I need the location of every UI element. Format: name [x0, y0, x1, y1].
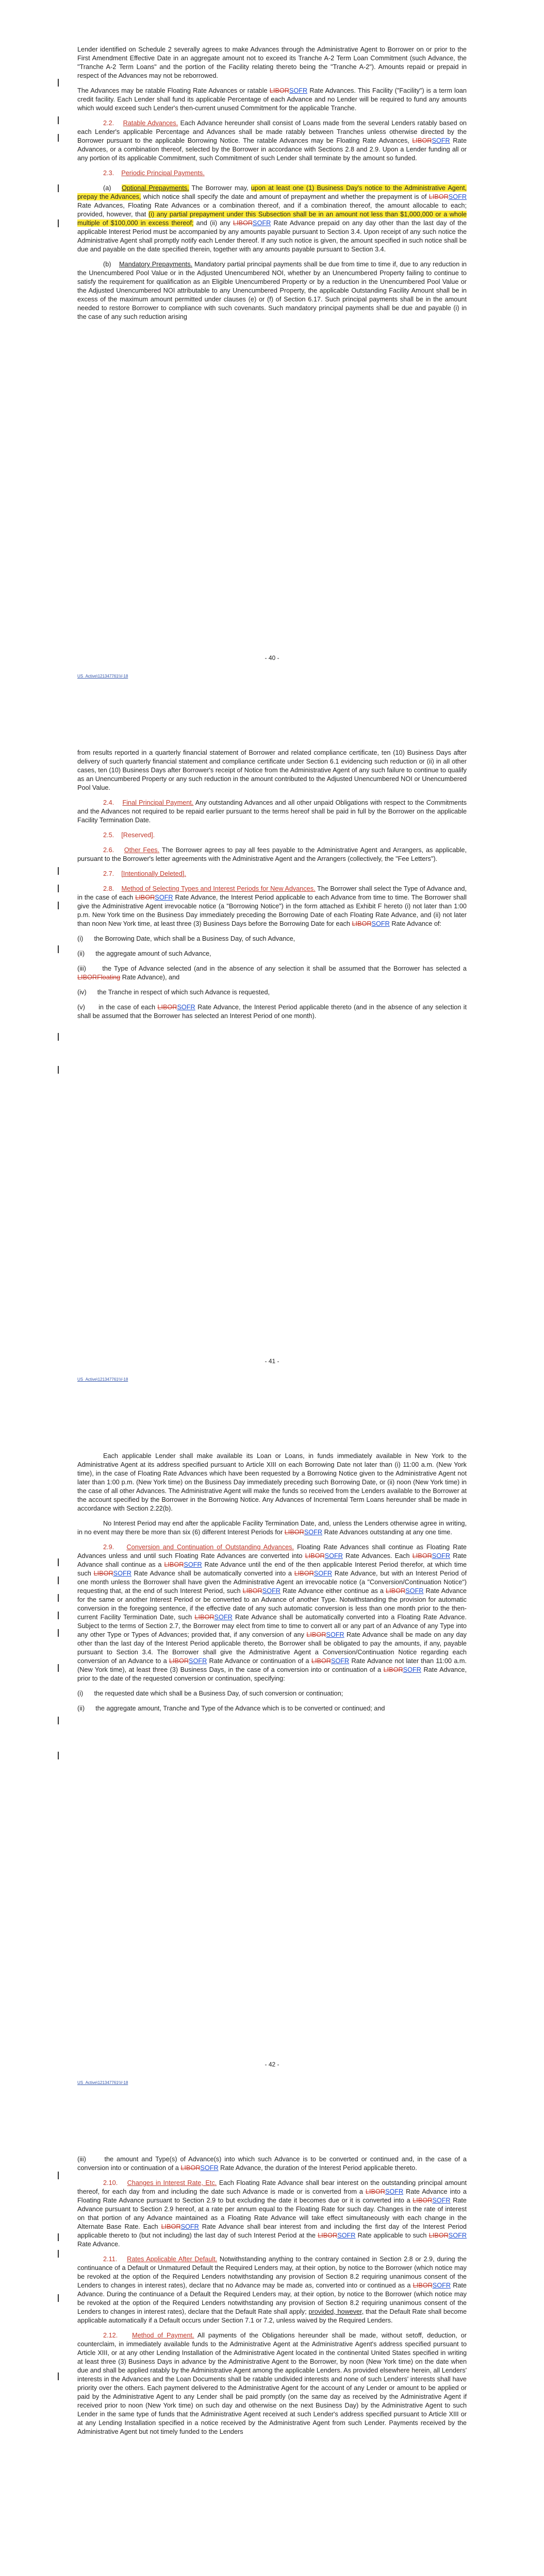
change-bar: [58, 1594, 59, 1602]
change-bar: [58, 1558, 59, 1566]
inserted-text: SOFR: [405, 1587, 424, 1595]
text-run: Notwithstanding anything to the contrary contained in Section 2.8 or 2.9, during the continuance of a Default or Unmatured Default the Required Lenders may, at their option, by notice to the Borrower (which notice may be revoked at the option of the Required Lenders notwithstanding any provision of Section 8.2 requiring unanimous consent of the Lenders to changes in interest rates), declare that no Advance may be made as, converted into or continued as a: [77, 2256, 467, 2289]
list-item: [77, 1689, 467, 1698]
text-run: 2.4.: [103, 799, 114, 806]
paragraph: [77, 87, 467, 113]
deleted-text: LIBOR: [311, 1657, 331, 1665]
deleted-text: LIBOR: [412, 1552, 432, 1560]
change-bar: [58, 1752, 59, 1759]
section-2-3-a: [77, 184, 467, 254]
paragraph: [77, 1519, 467, 1537]
inserted-text: SOFR: [448, 2232, 467, 2239]
text-run: Rate Advance), and: [122, 974, 180, 981]
section-2-12: [77, 2331, 467, 2436]
page-body: [77, 2155, 467, 2443]
deleted-text: LIBOR: [413, 2282, 433, 2289]
deleted-text: LIBOR: [157, 1004, 177, 1011]
text-run: Rate Advance or continuation of a: [209, 1657, 309, 1665]
change-bar: [58, 902, 59, 909]
text-run: The Borrower agrees to pay all fees payable to the Administrative Agent and Arrangers, as applicable, pursuant to the Borrower's letter agreements with the Administrative Agent and the Arrangers (collectively, the "Fee Letters").: [77, 846, 467, 862]
inserted-text: SOFR: [180, 2223, 199, 2230]
inserted-text: SOFR: [331, 1657, 350, 1665]
text-run: Each Floating Rate Advance shall bear interest on the outstanding principal amount thereof, for each day from and including the date such Advance is made or is converted from a: [77, 2179, 467, 2195]
text-run: (iii): [77, 2156, 86, 2163]
text-run: Optional Prepayments.: [121, 184, 189, 192]
section-2-8: [77, 885, 467, 928]
inserted-text: SOFR: [177, 1004, 195, 1011]
list-item: [77, 964, 467, 982]
text-run: Lender identified on Schedule 2 severally agrees to make Advances through the Administrative Agent to Borrower on or prior to the First Amendment Effective Date in an aggregate amount not to exceed its Tranche A-2 Term Loan Commitment (such Advance, the "Tranche A-2 Term Loans" and the portion of the Facility relating thereto being the "Tranche A-2"). Amounts repaid or prepaid in respect of the Advances may not be reborrowed.: [77, 46, 467, 79]
inserted-text: SOFR: [253, 219, 271, 227]
text-run: 2.11.: [103, 2256, 118, 2263]
deleted-text: LIBOR: [294, 1570, 314, 1577]
text-run: Rate Advance into a Floating Rate Advance pursuant to Section 2.9 to but excluding the date it becomes due or it is converted into a: [77, 2188, 467, 2204]
text-run: Rate Advance, prior to the date of the requested conversion or continuation, specifying:: [77, 1666, 467, 1682]
text-run: Rate Advances. Each: [345, 1552, 410, 1560]
text-run: Rate Advance shall be automatically converted into a Floating Rate Advance. Subject to the terms of Section 2.7, the Borrower may elect from time to time to convert all or any part of an Advance of any Type into any other Type or Types of Advances; provided that, if any conversion of any: [77, 1614, 467, 1638]
section-2-2: [77, 119, 467, 163]
text-run: Method of Selecting Types and Interest Periods for New Advances.: [121, 885, 316, 892]
footer-doc-id: US_Active\121347761\V-18: [77, 1377, 128, 1382]
text-run: Rate applicable to such: [357, 2232, 427, 2239]
page-number: - 40 -: [265, 654, 279, 662]
text-run: the aggregate amount of such Advance,: [95, 950, 211, 957]
text-run: Rate Advances, Floating Rate Advances or a combination thereof, and if a combination thereof, the amount allocable to each; provided, however, that: [77, 202, 467, 218]
text-run: Rate Advance prepaid on any day other than the last day of the applicable Interest Period must be accompanied by any amounts payable pursuant to Section 3.4. Upon receipt of any such notice the Administrative Agent shall promptly notify each Lender thereof. If any such notice is given, the amount specified in such notice shall be due and payable on the date specified therein, together with any amounts payable pursuant to Section 3.4.: [77, 219, 467, 253]
change-bar: [58, 184, 59, 192]
text-run: The Borrower may,: [191, 184, 249, 192]
text-run: Conversion and Continuation of Outstanding Advances.: [126, 1544, 294, 1551]
text-run: 2.2.: [103, 120, 114, 127]
section-2-5: [77, 831, 467, 840]
deleted-text: LIBOR: [164, 1561, 184, 1568]
inserted-text: SOFR: [304, 1529, 323, 1536]
text-run: Method of Payment.: [132, 2332, 194, 2339]
text-run: Rate Advance shall bear interest from and including the first day of the Interest Period applicable thereto to (but not including) the last day of such Interest Period at the: [77, 2223, 467, 2239]
inserted-text: SOFR: [289, 87, 308, 94]
change-bar: [58, 867, 59, 875]
text-run: Mandatory partial principal payments shall be due from time to time if, due to any reduction in the Unencumbered Pool Value or in the Adjusted Unencumbered NOI, whether by an Unencumbered Property failing to continue to satisfy the requirement for qualification as an Eligible Unencumbered Property or by a reduction in the Unencumbered Pool Value or the Adjusted Unencumbered NOI attributable to any Unencumbered Property, the applicable Outstanding Facility Amount shall be in excess of the maximum amount permitted under clauses (e) or (f) of Section 6.17. Such principal payments shall be in the amount needed to restore Borrower to compliance with such covenants. Such mandatory principal payments shall be due and payable (i) in the case of any such reduction arising: [77, 261, 467, 320]
text-run: (ii): [77, 950, 85, 957]
list-item: [77, 935, 467, 943]
section-2-3-b: [77, 260, 467, 321]
text-run: which notice shall specify the date and amount of prepayment and whether the prepayment is of: [143, 193, 427, 200]
inserted-text: SOFR: [432, 137, 450, 144]
page-body: [77, 45, 467, 328]
inserted-text: SOFR: [314, 1570, 333, 1577]
deleted-text: LIBOR: [306, 1631, 326, 1638]
text-run: (iii): [77, 965, 86, 972]
change-bar: [58, 79, 59, 87]
change-bar: [58, 1717, 59, 1724]
text-run: 2.5.: [103, 832, 114, 839]
inserted-text: SOFR: [326, 1631, 344, 1638]
deleted-text: LIBOR: [242, 1587, 262, 1595]
paragraph: [77, 1452, 467, 1513]
text-run: Each Advance hereunder shall consist of Loans made from the several Lenders ratably based on each Lender's applicable Percentage and Advances shall be made ratably between Tranches unless otherwise directed by the Borrower pursuant to the applicable Borrowing Notice. The ratable Advances may be Floating Rate Advances,: [77, 120, 467, 144]
text-run: (i): [77, 1690, 84, 1697]
inserted-text: SOFR: [214, 1614, 233, 1621]
change-bar: [58, 1033, 59, 1041]
text-run: Rate Advance, the Interest Period applicable thereto (and in the absence of any selection it shall be assumed that the Borrower has selected an Interest Period of one month).: [77, 1004, 467, 1020]
change-bar: [58, 885, 59, 892]
text-run: Rate Advance, the duration of the Interest Period applicable thereto.: [220, 2164, 417, 2172]
page-43: [0, 2110, 544, 2576]
inserted-text: SOFR: [385, 2188, 404, 2195]
text-run: Rate Advance pursuant to Section 2.9 hereof, at a rate per annum equal to the Floating Rate for such day. Changes in the rate of interest on that portion of any Advance maintained as a Floating Rate Advance will take effect simultaneously with each change in the Alternate Base Rate. Each: [77, 2197, 467, 2230]
change-bar: [58, 2294, 59, 2302]
inserted-text: SOFR: [189, 1657, 207, 1665]
inserted-text: SOFR: [432, 1552, 451, 1560]
text-run: Rate Advance either continue as a: [283, 1587, 384, 1595]
text-run: The Borrower shall select the Type of Advance and, in the case of each: [77, 885, 467, 901]
section-2-9: [77, 1543, 467, 1683]
inserted-text: SOFR: [324, 1552, 343, 1560]
page-body: [77, 749, 467, 1027]
text-run: Rate Advance of:: [391, 920, 441, 927]
deleted-text: LIBOR: [383, 1666, 403, 1673]
text-run: Final Principal Payment.: [122, 799, 194, 806]
list-item: [77, 1704, 467, 1713]
page-body: [77, 1452, 467, 1719]
page-40: [0, 0, 544, 703]
text-run: 2.8.: [103, 885, 114, 892]
text-run: 2.9.: [103, 1544, 114, 1551]
text-run: 2.12.: [103, 2332, 118, 2339]
change-bar: [58, 1577, 59, 1584]
change-bar: [58, 2250, 59, 2258]
text-run: All payments of the Obligations hereunder shall be made, without setoff, deduction, or counterclaim, in immediately available funds to the Administrative Agent at the Administrative Agent's address specified pursuant to Article XIII, or at any other Lending Installation of the Administrative Agent located in the continental United States specified in writing at least three (3) Business Days in advance by the Administrative Agent to the Borrower, by noon (New York time) on the date when due and shall be applied ratably by the Administrative Agent among the applicable Lenders. As provided elsewhere herein, all Lenders' interests in the Advances and the Loan Documents shall be ratable undivided interests and none of such Lenders' interests shall have priority over the others. Each payment delivered to the Administrative Agent for the account of any Lender or amount to be applied or paid by the Administrative Agent to any Lender shall be paid promptly (on the same day as received by the Administrative Agent if received prior to noon (New York time) on such day and otherwise on the next Business Day) by the Administrative Agent to such Lender in the same type of funds that the Administrative Agent received at such Lender's address specified pursuant to Article XIII or at any Lending Installation specified in a notice received by the Administrative Agent from such Lender. Payments received by the Administrative Agent but not timely funded to the Lenders: [77, 2332, 467, 2435]
page-number: - 42 -: [265, 2061, 279, 2068]
deleted-text: LIBOR: [269, 87, 289, 94]
inserted-text: SOFR: [371, 920, 390, 927]
inserted-text: SOFR: [337, 2232, 356, 2239]
inserted-text: SOFR: [403, 1666, 421, 1673]
highlighted-text: (i) any partial prepayment under this Subsection shall be in an amount not less than $1,000,000 or a whole multiple of $100,000 in excess thereof;: [77, 211, 467, 227]
text-run: (a): [103, 184, 111, 192]
deleted-text: LIBOR: [413, 2197, 433, 2204]
inserted-text: SOFR: [200, 2164, 219, 2172]
deleted-text: LIBOR: [180, 2164, 201, 2172]
text-run: (v): [77, 1004, 85, 1011]
deleted-text: LIBOR: [161, 2223, 181, 2230]
text-run: 2.10.: [103, 2179, 118, 2187]
text-run: Rate Advance. During the continuance of a Default the Required Lenders may, at their option, by notice to the Borrower (which notice may be revoked at the option of the Required Lenders notwithstanding any provision of Section 8.2 requiring unanimous consent of the Lenders to changes in interest rates), declare that the Default Rate shall apply;: [77, 2282, 467, 2315]
inserted-text: SOFR: [113, 1570, 131, 1577]
text-run: the requested date which shall be a Business Day, of such conversion or continuation;: [94, 1690, 343, 1697]
text-run: [Reserved].: [121, 832, 155, 839]
highlighted-text: upon at least one (1) Business Day's notice to the Administrative Agent, prepay the Advances,: [77, 184, 467, 200]
text-run: Other Fees.: [124, 846, 160, 854]
text-run: Mandatory Prepayments.: [119, 261, 193, 268]
text-run: Periodic Principal Payments.: [121, 170, 205, 177]
page-41: [0, 703, 544, 1406]
text-run: Rate Advance shall be made on any day other than the last day of the Interest Period applicable thereto, the Borrower shall be obligated to pay the amounts, if any, payable pursuant to Section 3.4. The Borrower shall give the Administrative Agent a Conversion/Continuation Notice regarding each conversion of an Advance to a: [77, 1631, 467, 1665]
deleted-text: LIBOR: [428, 193, 449, 200]
footer-doc-id: US_Active\121347761\V-18: [77, 674, 128, 679]
change-bar: [58, 2233, 59, 2241]
text-run: Rate Advance shall continue as a: [77, 1552, 467, 1568]
list-item: [77, 988, 467, 997]
section-2-7: [77, 870, 467, 878]
text-run: Rate Advance shall be automatically converted into a: [134, 1570, 292, 1577]
inserted-text: SOFR: [262, 1587, 281, 1595]
text-run: Any outstanding Advances and all other unpaid Obligations with respect to the Commitments and the Advances not required to be repaid earlier pursuant to the terms hereof shall be paid in full by the Borrower on the applicable Facility Termination Date.: [77, 799, 467, 824]
change-bar: [58, 2372, 59, 2380]
text-run: Rate Advance until the end of the then applicable Interest Period therefor, at which time such: [77, 1561, 467, 1577]
text-run: Changes in Interest Rate, Etc.: [127, 2179, 217, 2187]
deleted-text: LIBOR: [428, 2232, 449, 2239]
text-run: and (ii) any: [196, 219, 230, 227]
text-run: Rate Advances outstanding at any one time.: [324, 1529, 452, 1536]
change-bar: [58, 134, 59, 142]
deleted-text: LIBOR: [93, 1570, 113, 1577]
text-run: Rate Advance for the same or another Interest Period or be converted to an Advance of another Type. Notwithstanding the provision for automatic conversion in the foregoing sentence, if the effective date of any such automatic conversion is less than one month prior to the then-current Facility Termination Date, such: [77, 1587, 467, 1621]
change-bar: [58, 1629, 59, 1637]
text-run: Rate Advance, but with an Interest Period of one month unless the Borrower shall have given the Administrative Agent an irrevocable notice (a "Conversion/Continuation Notice") requesting that, at the end of such Interest Period, such: [77, 1570, 467, 1595]
list-item: [77, 2155, 467, 2173]
text-run: in the case of each: [98, 1004, 155, 1011]
text-run: Rate Advances, or a combination thereof, selected by the Borrower in accordance with Sections 2.8 and 2.9. Upon a Lender funding all or any portion of its applicable Commitment, such Commitment of such Lender shall terminate by the amount so funded.: [77, 137, 467, 162]
change-bar: [58, 1664, 59, 1672]
change-bar: [58, 219, 59, 227]
text-run: 2.6.: [103, 846, 114, 854]
text-run: Ratable Advances.: [123, 120, 178, 127]
inserted-text: SOFR: [432, 2197, 451, 2204]
deleted-text: LIBOR: [135, 894, 155, 901]
text-run: (i): [77, 935, 84, 942]
text-run: the Type of Advance selected (and in the absence of any selection it shall be assumed that the Borrower has selected a: [102, 965, 467, 972]
text-run: Rate Advances. This Facility ("Facility") is a term loan credit facility. Each Lender shall fund its applicable Percentage of each Advance and no Lender will be required to fund any amounts which would exceed such Lender's then-current unused Commitment for the applicable Tranche.: [77, 87, 467, 112]
text-run: the Borrowing Date, which shall be a Business Day, of such Advance,: [94, 935, 295, 942]
deleted-text: LIBOR: [318, 2232, 338, 2239]
text-run: No Interest Period may end after the applicable Facility Termination Date, and, unless the Lenders otherwise agree in writing, in no event may there be more than six (6) different Interest Periods for: [77, 1520, 467, 1536]
deleted-text: LIBOR: [77, 974, 97, 981]
page-number: - 41 -: [265, 1358, 279, 1365]
section-2-3-heading: [77, 169, 467, 178]
text-run: Rate Advance.: [77, 2241, 120, 2248]
deleted-text: LIBOR: [365, 2188, 385, 2195]
text-run: Each applicable Lender shall make available its Loan or Loans, in funds immediately available in New York to the Administrative Agent at its address specified pursuant to Article XIII on each Borrowing Date not later than (i) 11:00 a.m. (New York time), in the case of Floating Rate Advances which have been requested by a Borrowing Notice given to the Administrative Agent not later than 1:00 p.m. (New York time) on the Business Day immediately preceding such Borrowing Date, or (ii) noon (New York time) in the case of all other Advances. The Administrative Agent will make the funds so received from the Lenders available to the Borrower at the account specified by the Borrower in the Borrowing Notice. Any Advances of Incremental Term Loans hereunder shall be made in accordance with Section 2.22(b).: [77, 1452, 467, 1512]
text-run: from results reported in a quarterly financial statement of Borrower and related compliance certificate, ten (10) Business Days after delivery of such quarterly financial statement and compliance certificate under Section 6.1 evidencing such reduction or (ii) in all other cases, ten (10) Business Days after Borrower's receipt of Notice from the Administrative Agent of any such failure to continue to qualify as an Unencumbered Property or any such reduction in the amount contributed to the Adjusted Unencumbered NOI or Unencumbered Pool Value.: [77, 749, 467, 791]
text-run: 2.7.: [103, 870, 114, 877]
text-run: Floating Rate Advances shall continue as Floating Rate Advances unless and until such Floating Rate Advances are converted into: [77, 1544, 467, 1560]
text-run: that the Default Rate shall become applicable automatically if a Default occurs under Section 7.1 or 7.2, unless waived by the Required Lenders.: [77, 2308, 467, 2324]
text-run: [Intentionally Deleted].: [121, 870, 186, 877]
text-run: Rate Advance not later than 11:00 a.m. (New York time), at least three (3) Business Days, in the case of a conversion into or continuation of a: [77, 1657, 467, 1673]
paragraph: [77, 749, 467, 792]
text-run: 2.3.: [103, 170, 114, 177]
list-item: [77, 1003, 467, 1021]
section-2-10: [77, 2179, 467, 2249]
deleted-text: Floating: [97, 974, 121, 981]
deleted-text: LIBOR: [412, 137, 432, 144]
text-run: (ii): [77, 1705, 85, 1712]
change-bar: [58, 1612, 59, 1619]
footer-doc-id: US_Active\121347761\V-18: [77, 2080, 128, 2085]
deleted-text: LIBOR: [386, 1587, 406, 1595]
section-2-6: [77, 846, 467, 863]
change-bar: [58, 945, 59, 953]
inserted-text: SOFR: [448, 193, 467, 200]
page-42: [0, 1406, 544, 2110]
text-run: provided, however,: [308, 2308, 364, 2315]
change-bar: [58, 1066, 59, 1074]
section-2-4: [77, 799, 467, 825]
text-run: Rate Advance, the Interest Period applicable to each Advance from time to time. The Borrower shall give the Administrative Agent irrevocable notice (a "Borrowing Notice") in the form attached as Exhibit F hereto (i) not later than 1:00 p.m. New York time on the Business Day immediately preceding the Borrowing Date of each Floating Rate Advance, and (ii) not later than noon New York time, at least three (3) Business Days before the Borrowing Date for each: [77, 894, 467, 927]
text-run: (iv): [77, 989, 87, 996]
inserted-text: SOFR: [432, 2282, 451, 2289]
inserted-text: SOFR: [184, 1561, 202, 1568]
change-bar: [58, 2172, 59, 2179]
text-run: the aggregate amount, Tranche and Type of the Advance which is to be converted or continued; and: [95, 1705, 385, 1712]
text-run: the Tranche in respect of which such Advance is requested,: [97, 989, 270, 996]
text-run: The Advances may be ratable Floating Rate Advances or ratable: [77, 87, 268, 94]
deleted-text: LIBOR: [233, 219, 253, 227]
list-item: [77, 950, 467, 958]
text-run: the amount and Type(s) of Advance(s) into which such Advance is to be converted or continued and, in the case of a conversion into or continuation of a: [77, 2156, 467, 2172]
text-run: Rates Applicable After Default.: [127, 2256, 218, 2263]
deleted-text: LIBOR: [305, 1552, 325, 1560]
change-bar: [58, 116, 59, 124]
paragraph: [77, 45, 467, 80]
text-run: (b): [103, 261, 111, 268]
deleted-text: LIBOR: [284, 1529, 304, 1536]
deleted-text: LIBOR: [352, 920, 372, 927]
deleted-text: LIBOR: [194, 1614, 215, 1621]
section-2-11: [77, 2255, 467, 2325]
deleted-text: LIBOR: [169, 1657, 189, 1665]
inserted-text: SOFR: [155, 894, 173, 901]
